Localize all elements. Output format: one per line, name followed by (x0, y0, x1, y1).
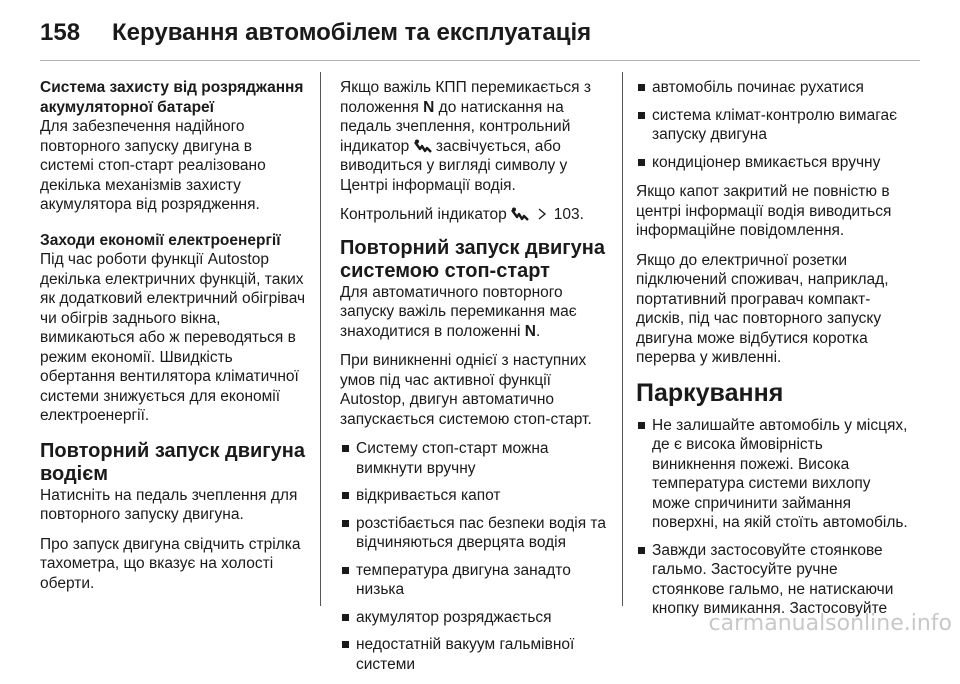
column-divider (622, 72, 623, 606)
page-title: Керування автомобілем та експлуатація (112, 19, 592, 46)
watermark: carmanualsonline.info (708, 611, 952, 636)
column-1 (40, 78, 306, 603)
paragraph: Для забезпечення надійного повторного запуску двигуна в системі стоп-старт реалізовано декілька механізмів захисту акумулятора від розрядження. (40, 118, 266, 213)
gear-position-n: N (423, 98, 435, 116)
list-item: акумулятор розряджається (340, 608, 608, 628)
column-divider (320, 72, 321, 606)
heading-parking: Паркування (636, 378, 784, 407)
list-item: температура двигуна занадто низька (340, 561, 608, 600)
restart-conditions-list-continued (636, 78, 908, 172)
column-3 (636, 78, 908, 629)
subheading-battery-protection: Система захисту від розряджання акумуляторної батареї (40, 79, 304, 116)
page-reference-icon (537, 208, 547, 220)
auto-stop-indicator-icon (511, 207, 529, 221)
restart-conditions-list (340, 439, 608, 674)
parking-list (636, 416, 908, 619)
gear-position-n: N (524, 322, 536, 340)
paragraph: Якщо капот закритий не повністю в центрі інформації водія виводиться інформаційне повідомлення. (636, 183, 892, 239)
list-item: розстібається пас безпеки водія та відчиняються дверцята водія (340, 514, 608, 553)
paragraph: Про запуск двигуна свідчить стрілка тахометра, що вказує на холості оберти. (40, 535, 301, 592)
list-item: автомобіль починає рухатися (636, 78, 908, 98)
heading-system-restart: Повторний запуск двигуна системою стоп-старт (340, 236, 605, 282)
paragraph: Під час роботи функції Autostop декілька електричних функцій, таких як додатковий електричний обігрівач чи обігрів заднього вікна, вимикаються або ж переводяться в режим економії. Швидкість обертання вентилятора кліматичної системи знижується для економії електроенергії. (40, 251, 306, 424)
page-number: 158 (40, 19, 81, 46)
paragraph: Контрольний індикатор 103. (340, 206, 584, 223)
list-item: Систему стоп-старт можна вимкнути вручну (340, 439, 608, 478)
subheading-energy-saving: Заходи економії електроенергії (40, 231, 281, 249)
heading-driver-restart: Повторний запуск двигуна водієм (40, 439, 305, 485)
paragraph: При виникненні однієї з наступних умов під час активної функції Autostop, двигун автоматично запускається системою стоп-старт. (340, 352, 592, 428)
list-item: система клімат-контролю вимагає запуску двигуна (636, 106, 908, 145)
page-reference: 103. (553, 206, 584, 223)
paragraph: Якщо до електричної розетки підключений споживач, наприклад, портативний програвач компакт-дисків, під час повторного запуску двигуна може відбутися коротка перерва у живленні. (636, 251, 889, 366)
column-2 (340, 78, 608, 684)
paragraph: Для автоматичного повторного запуску важіль перемикання має знаходитися в положенні N. (340, 283, 577, 340)
paragraph: Якщо важіль КПП перемикається з положення N до натискання на педаль зчеплення, контрольний індикатор засвічується, або виводиться у вигляді символу у Центрі інформації водія. (340, 79, 591, 194)
auto-stop-indicator-icon (414, 139, 432, 153)
list-item: кондиціонер вмикається вручну (636, 153, 908, 173)
list-item: Завжди застосовуйте стоянкове гальмо. Застосуйте ручне стоянкове гальмо, не натискаючи кнопку вимикання. Застосовуйте (636, 541, 908, 619)
list-item: недостатній вакуум гальмівної системи (340, 635, 608, 674)
list-item: Не залишайте автомобіль у місцях, де є висока ймовірність виникнення пожежі. Висока температура системи вихлопу може спричинити займання поверхні, на якій стоїть автомобіль. (636, 416, 908, 533)
list-item: відкривається капот (340, 486, 608, 506)
page-header (40, 13, 960, 53)
header-divider (40, 60, 920, 61)
paragraph: Натисніть на педаль зчеплення для повторного запуску двигуна. (40, 486, 298, 523)
